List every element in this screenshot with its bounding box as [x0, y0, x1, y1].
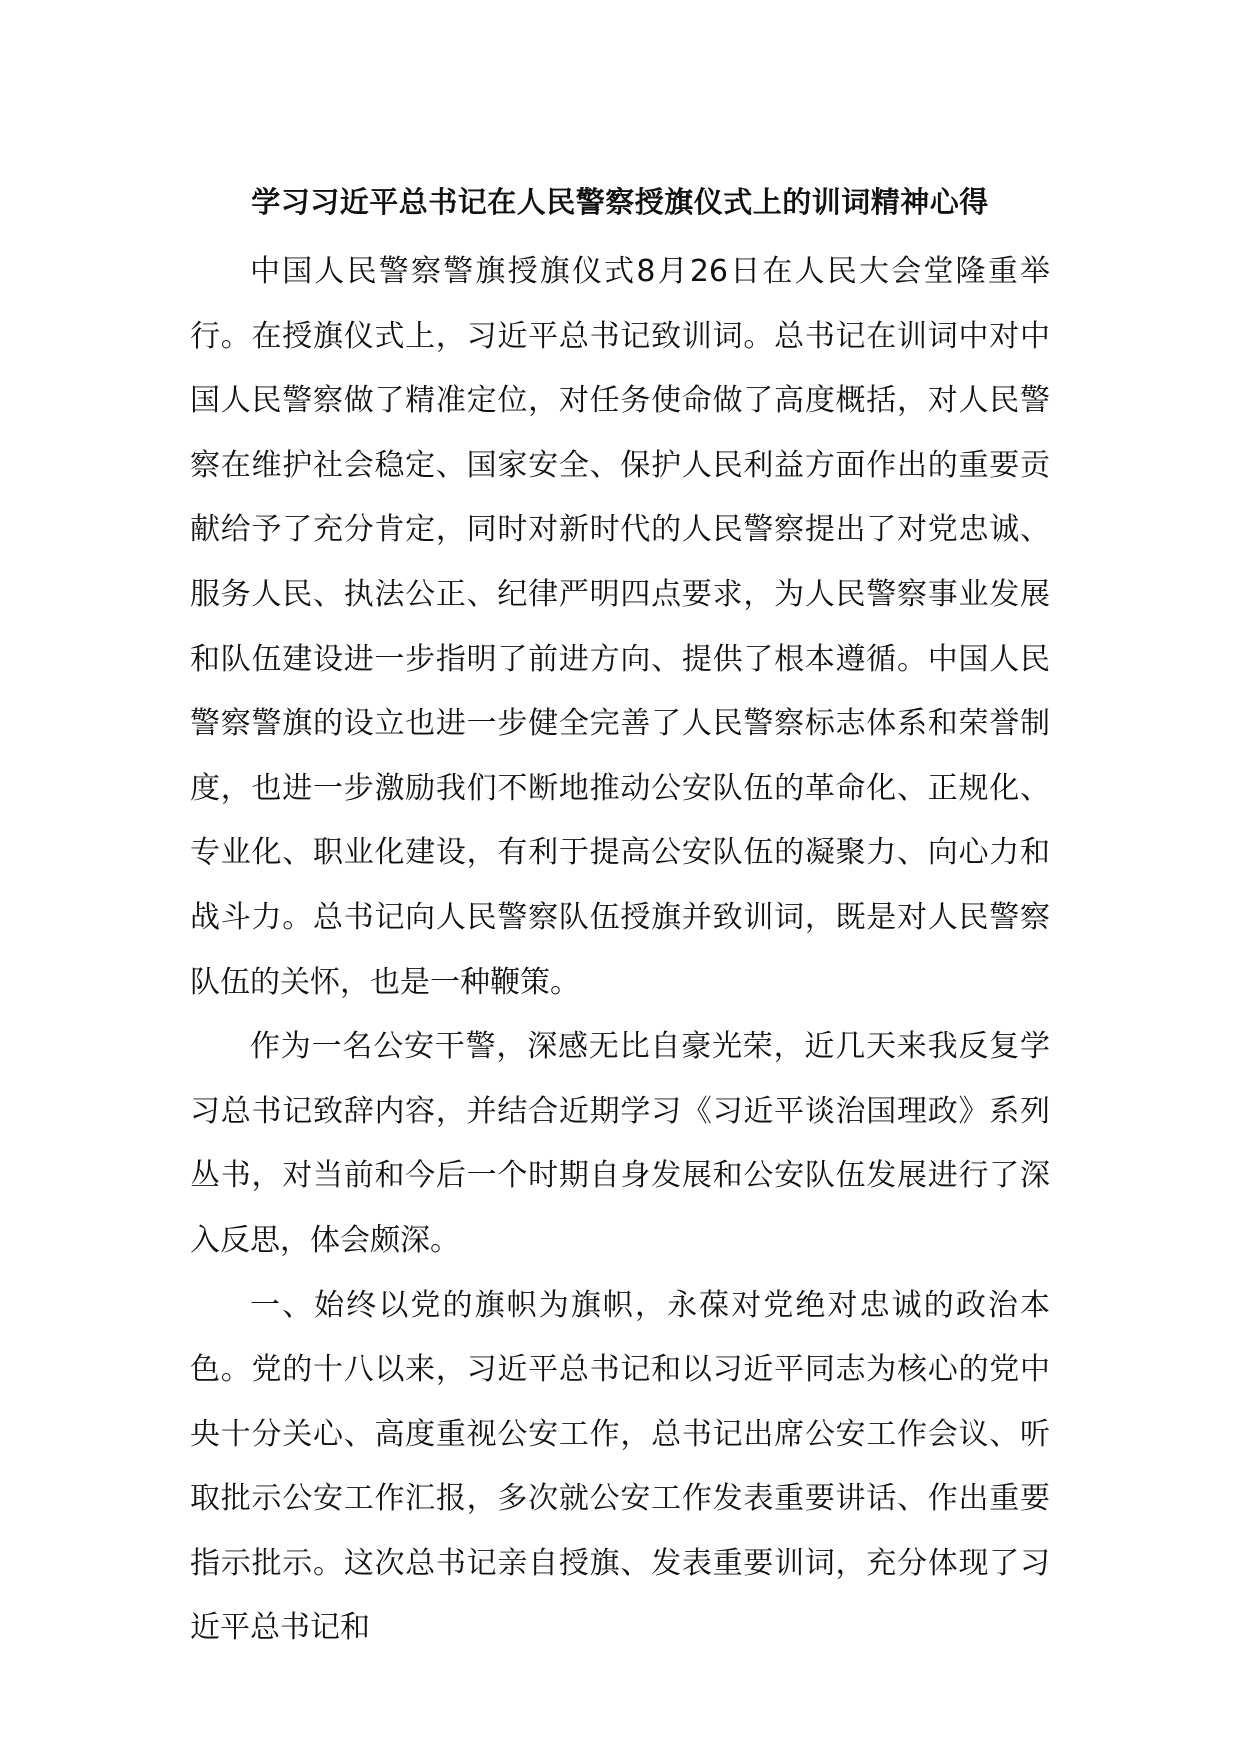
paragraph-3: 一、始终以党的旗帜为旗帜，永葆对党绝对忠诚的政治本色。党的十八以来，习近平总书记和以习近平同志为核心的党中央十分关心、高度重视公安工作，总书记出席公安工作会议、听取批示公安工作汇报，多次就公安工作发表重要讲话、作出重要指示批示。这次总书记亲自授旗、发表重要训词，充分体现了习近平总书记和 [190, 1287, 1050, 1646]
document-title: 学习习近平总书记在人民警察授旗仪式上的训词精神心得 [251, 185, 989, 219]
paragraph-1: 中国人民警察警旗授旗仪式8月26日在人民大会堂隆重举行。在授旗仪式上，习近平总书记致训词。总书记在训词中对中国人民警察做了精准定位，对任务使命做了高度概括，对人民警察在维护社会稳定、国家安全、保护人民利益方面作出的重要贡献给予了充分肯定，同时对新时代的人民警察提出了对党忠诚、服务人民、执法公正、纪律严明四点要求，为人民警察事业发展和队伍建设进一步指明了前进方向、提供了根本遵循。中国人民警察警旗的设立也进一步健全完善了人民警察标志体系和荣誉制度，也进一步激励我们不断地推动公安队伍的革命化、正规化、专业化、职业化建设，有利于提高公安队伍的凝聚力、向心力和战斗力。总书记向人民警察队伍授旗并致训词，既是对人民警察队伍的关怀，也是一种鞭策。 [190, 254, 1050, 1000]
document-body [190, 240, 1050, 1661]
paragraph-2: 作为一名公安干警，深感无比自豪光荣，近几天来我反复学习总书记致辞内容，并结合近期学习《习近平谈治国理政》系列丛书，对当前和今后一个时期自身发展和公安队伍发展进行了深入反思，体会颇深。 [190, 1029, 1050, 1258]
